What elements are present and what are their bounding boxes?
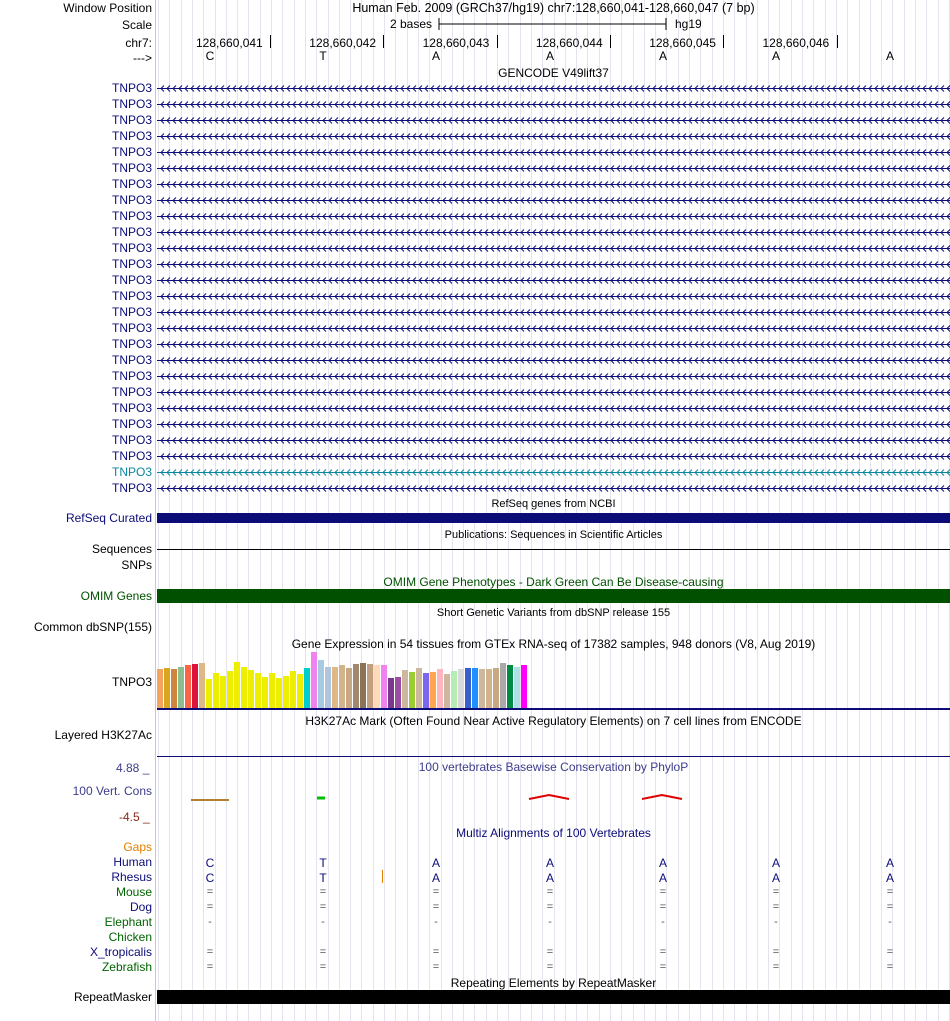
gtex-tissue-bar[interactable] [325,667,331,708]
alignment-symbol: = [319,946,327,958]
gencode-gene-label[interactable]: TNPO3 [111,385,152,399]
gencode-gene-label[interactable]: TNPO3 [111,113,152,127]
base-letter: A [431,49,440,63]
scale-label: Scale [121,18,152,32]
h3k27ac-title: H3K27Ac Mark (Often Found Near Active Regulatory Elements) on 7 cell lines from ENCODE [305,714,802,728]
gencode-gene-label[interactable]: TNPO3 [111,289,152,303]
gencode-transcript-line[interactable] [157,369,950,383]
sequences-line [157,549,950,550]
gencode-transcript-line[interactable] [157,401,950,415]
gtex-tissue-bar[interactable] [290,671,296,708]
alignment-symbol: = [886,961,894,973]
gencode-transcript-line[interactable] [157,273,950,287]
h3k27ac-label[interactable]: Layered H3K27Ac [54,728,152,742]
gtex-tissue-bar[interactable] [388,678,394,708]
publications-title: Publications: Sequences in Scientific Articles [444,529,663,541]
gtex-tissue-bar[interactable] [241,667,247,708]
gtex-tissue-bar[interactable] [178,667,184,708]
gtex-tissue-bar[interactable] [304,668,310,708]
alignment-symbol: = [432,961,440,973]
gencode-transcript-line[interactable] [157,289,950,303]
gencode-transcript-line[interactable] [157,321,950,335]
base-letter: A [658,49,667,63]
conservation-plot[interactable] [157,790,950,806]
base-letter: C [205,49,215,63]
gtex-tissue-bar[interactable] [234,662,240,708]
gencode-gene-label[interactable]: TNPO3 [111,449,152,463]
alignment-symbol: = [206,961,214,973]
alignment-symbol: = [772,961,780,973]
gencode-transcript-line[interactable] [157,129,950,143]
gtex-tissue-bar[interactable] [283,676,289,708]
species-label[interactable]: Elephant [104,915,152,929]
gtex-tissue-bar[interactable] [374,665,380,708]
gtex-tissue-bar[interactable] [262,677,268,708]
gencode-gene-label[interactable]: TNPO3 [111,353,152,367]
species-label[interactable]: Zebrafish [101,960,152,974]
alignment-symbol: - [321,916,325,928]
gtex-tissue-bar[interactable] [360,663,366,708]
gencode-transcript-line[interactable] [157,433,950,447]
coordinate-tick [497,35,498,48]
gtex-tissue-bar[interactable] [276,678,282,708]
gencode-gene-label[interactable]: TNPO3 [111,81,152,95]
gencode-gene-label[interactable]: TNPO3 [111,321,152,335]
alignment-symbol: - [774,916,778,928]
coordinate-tick-label: 128,660,042 [309,36,377,50]
gaps-label: Gaps [123,840,152,854]
snps-label[interactable]: SNPs [121,558,152,572]
cons-score-a1 [529,795,569,799]
gtex-title: Gene Expression in 54 tissues from GTEx RNA-seq of 17382 samples, 948 donors (V8, Aug 2019) [291,637,816,651]
coordinate-tick [837,35,838,48]
alignment-base: A [545,856,554,870]
alignment-base: T [319,856,327,870]
alignment-base: A [431,871,440,885]
alignment-symbol: = [206,946,214,958]
gencode-transcript-line[interactable] [157,225,950,239]
gtex-bar-chart[interactable] [157,652,950,708]
alignment-symbol: - [548,916,552,928]
gtex-tissue-bar[interactable] [185,665,191,708]
alignment-symbol: = [432,901,440,913]
chrom-label: chr7: [125,36,152,50]
gtex-tissue-bar[interactable] [227,671,233,708]
gtex-tissue-bar[interactable] [458,669,464,708]
gtex-tissue-bar[interactable] [423,673,429,708]
gencode-transcript-line[interactable] [157,257,950,271]
coordinate-tick [723,35,724,48]
refseq-label[interactable]: RefSeq Curated [65,511,152,525]
gtex-tissue-bar[interactable] [199,663,205,708]
omim-title: OMIM Gene Phenotypes - Dark Green Can Be Disease-causing [383,575,724,589]
gencode-gene-label[interactable]: TNPO3 [111,433,152,447]
alignment-symbol: = [319,961,327,973]
gencode-transcript-line[interactable] [157,177,950,191]
strand-label: ---> [133,51,152,65]
gencode-transcript-line[interactable] [157,305,950,319]
sequences-label[interactable]: Sequences [91,542,152,556]
coordinate-tick-label: 128,660,043 [422,36,490,50]
gencode-transcript-line[interactable] [157,353,950,367]
gencode-gene-label[interactable]: TNPO3 [111,129,152,143]
coordinate-tick [383,35,384,48]
alignment-symbol: - [661,916,665,928]
gtex-tissue-bar[interactable] [402,670,408,708]
gtex-tissue-bar[interactable] [220,676,226,708]
alignment-base: A [431,856,440,870]
gtex-tissue-bar[interactable] [297,674,303,708]
species-label[interactable]: Chicken [108,930,152,944]
gencode-transcript-line[interactable] [157,449,950,463]
coordinate-tick-label: 128,660,041 [196,36,263,50]
h3k27ac-baseline [157,756,950,757]
gencode-gene-label[interactable]: TNPO3 [111,417,152,431]
alignment-symbol: = [319,901,327,913]
base-letter: T [319,49,327,63]
gencode-gene-label[interactable]: TNPO3 [111,225,152,239]
gencode-gene-label[interactable]: TNPO3 [111,241,152,255]
gencode-transcript-line[interactable] [157,209,950,223]
scale-db: hg19 [675,17,702,31]
alignment-symbol: = [659,961,667,973]
gtex-tissue-bar[interactable] [465,668,471,708]
track-divider [155,0,156,1021]
repeatmasker-bar[interactable] [157,990,950,1004]
window-position-label: Window Position [63,1,152,15]
assembly-title: Human Feb. 2009 (GRCh37/hg19) chr7:128,660,041-128,660,047 (7 bp) [352,1,755,15]
gtex-tissue-bar[interactable] [332,667,338,708]
alignment-base: A [658,871,667,885]
gtex-tissue-bar[interactable] [157,669,163,708]
alignment-symbol: = [659,901,667,913]
gtex-tissue-bar[interactable] [206,679,212,708]
gtex-tissue-bar[interactable] [164,668,170,708]
gtex-tissue-bar[interactable] [500,663,506,708]
alignment-base: C [205,871,215,885]
omim-gene-bar[interactable] [157,589,950,603]
gencode-transcript-line[interactable] [157,481,950,495]
base-letter: A [771,49,780,63]
alignment-symbol: = [546,946,554,958]
gtex-tissue-bar[interactable] [255,673,261,708]
gencode-transcript-line[interactable] [157,417,950,431]
gencode-gene-label[interactable]: TNPO3 [111,209,152,223]
gencode-gene-label[interactable]: TNPO3 [111,161,152,175]
cons-max-label: 4.88 _ [116,761,150,775]
gencode-gene-label[interactable]: TNPO3 [111,145,152,159]
gtex-tissue-bar[interactable] [472,668,478,708]
alignment-base: A [771,871,780,885]
alignment-base: T [319,871,327,885]
cons-min-label: -4.5 _ [119,810,150,824]
alignment-symbol: = [546,886,554,898]
species-label[interactable]: Dog [129,900,152,914]
gtex-label[interactable]: TNPO3 [111,675,152,689]
gencode-gene-label[interactable]: TNPO3 [111,337,152,351]
base-letter: A [885,49,894,63]
alignment-symbol: = [659,886,667,898]
alignment-base: A [885,871,894,885]
gtex-tissue-bar[interactable] [395,677,401,708]
scale-bar [438,16,670,32]
alignment-symbol: = [886,901,894,913]
gtex-tissue-bar[interactable] [269,673,275,708]
alignment-symbol: = [546,961,554,973]
gtex-tissue-bar[interactable] [381,665,387,708]
alignment-symbol: = [432,886,440,898]
gtex-tissue-bar[interactable] [346,668,352,708]
refseq-gene-bar[interactable] [157,513,950,523]
alignment-base: A [885,856,894,870]
gtex-tissue-bar[interactable] [444,674,450,708]
gtex-tissue-bar[interactable] [213,673,219,708]
gtex-tissue-bar[interactable] [318,660,324,708]
conservation-label[interactable]: 100 Vert. Cons [72,784,152,798]
gtex-tissue-bar[interactable] [367,664,373,708]
alignment-symbol: = [206,886,214,898]
gencode-gene-label[interactable]: TNPO3 [111,257,152,271]
gtex-tissue-bar[interactable] [430,672,436,708]
alignment-symbol: = [772,946,780,958]
coordinate-tick [270,35,271,48]
alignment-base: A [771,856,780,870]
gtex-tissue-bar[interactable] [192,664,198,708]
gencode-transcript-line[interactable] [157,81,950,95]
gencode-gene-label[interactable]: TNPO3 [111,273,152,287]
scale-text: 2 bases [390,17,433,31]
coordinate-tick-label: 128,660,044 [535,36,603,50]
alignment-symbol: = [432,946,440,958]
gencode-transcript-line[interactable] [157,337,950,351]
gtex-tissue-bar[interactable] [248,670,254,708]
gtex-tissue-bar[interactable] [353,664,359,708]
dbsnp-title: Short Genetic Variants from dbSNP release 155 [436,607,671,619]
gtex-tissue-bar[interactable] [507,665,513,708]
gencode-transcript-line[interactable] [157,193,950,207]
gencode-transcript-line[interactable] [157,465,950,479]
alignment-symbol: = [659,946,667,958]
coordinate-tick [610,35,611,48]
gtex-tissue-bar[interactable] [171,669,177,708]
gencode-transcript-line[interactable] [157,241,950,255]
gencode-transcript-line[interactable] [157,385,950,399]
repeatmasker-label[interactable]: RepeatMasker [73,990,152,1004]
gtex-baseline [157,708,950,710]
alignment-symbol: = [319,886,327,898]
species-label[interactable]: Rhesus [111,870,152,884]
multiz-title: Multiz Alignments of 100 Vertebrates [456,826,651,840]
alignment-symbol: = [206,901,214,913]
gtex-tissue-bar[interactable] [451,671,457,708]
alignment-symbol: = [886,946,894,958]
refseq-title: RefSeq genes from NCBI [491,498,616,510]
gencode-gene-label[interactable]: TNPO3 [111,193,152,207]
alignment-base: A [658,856,667,870]
gencode-transcript-line[interactable] [157,161,950,175]
gencode-gene-label[interactable]: TNPO3 [111,177,152,191]
gencode-transcript-line[interactable] [157,145,950,159]
alignment-symbol: - [888,916,892,928]
gencode-gene-label[interactable]: TNPO3 [111,481,152,495]
omim-label[interactable]: OMIM Genes [80,589,152,603]
repeatmasker-title: Repeating Elements by RepeatMasker [450,976,657,990]
gtex-tissue-bar[interactable] [479,669,485,708]
base-letter: A [545,49,554,63]
species-label[interactable]: X_tropicalis [89,945,152,959]
gencode-transcript-line[interactable] [157,113,950,127]
alignment-symbol: = [772,886,780,898]
alignment-symbol: = [772,901,780,913]
gencode-title: GENCODE V49lift37 [498,66,609,80]
species-label[interactable]: Human [113,855,152,869]
alignment-base: A [545,871,554,885]
gap-marker [382,870,383,883]
alignment-symbol: - [434,916,438,928]
dbsnp-label[interactable]: Common dbSNP(155) [33,620,152,634]
cons-score-a2 [642,795,682,799]
gencode-gene-label[interactable]: TNPO3 [111,369,152,383]
alignment-symbol: = [886,886,894,898]
species-label[interactable]: Mouse [115,885,152,899]
gencode-gene-label[interactable]: TNPO3 [111,465,152,479]
gencode-gene-label[interactable]: TNPO3 [111,401,152,415]
alignment-symbol: = [546,901,554,913]
gtex-tissue-bar[interactable] [311,652,317,708]
coordinate-tick-label: 128,660,046 [762,36,830,50]
alignment-base: C [205,856,215,870]
gtex-tissue-bar[interactable] [521,665,527,708]
gencode-transcript-line[interactable] [157,97,950,111]
gencode-gene-label[interactable]: TNPO3 [111,97,152,111]
gtex-tissue-bar[interactable] [416,668,422,708]
alignment-symbol: - [208,916,212,928]
gtex-tissue-bar[interactable] [493,668,499,708]
gtex-tissue-bar[interactable] [437,669,443,708]
conservation-title: 100 vertebrates Basewise Conservation by PhyloP [418,760,689,774]
gencode-gene-label[interactable]: TNPO3 [111,305,152,319]
gtex-tissue-bar[interactable] [409,672,415,708]
coordinate-tick-label: 128,660,045 [649,36,716,50]
gtex-tissue-bar[interactable] [486,669,492,708]
gtex-tissue-bar[interactable] [339,665,345,708]
gtex-tissue-bar[interactable] [514,667,520,708]
